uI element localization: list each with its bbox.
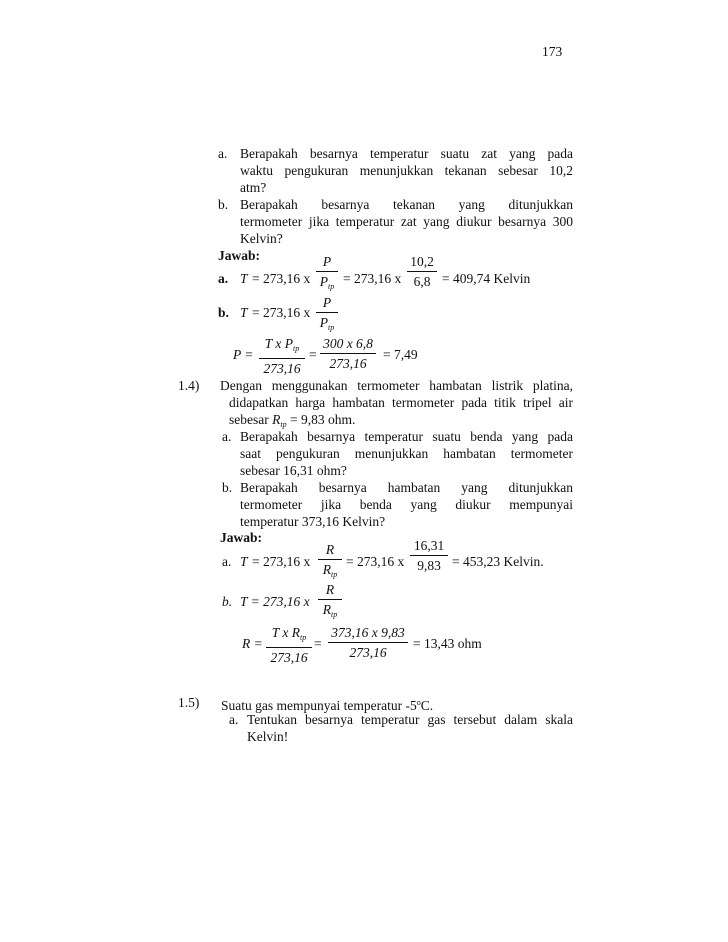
list-marker: a.	[229, 712, 239, 727]
text-line: didapatkan harga hambatan termometer pada titik tripel air	[229, 395, 573, 410]
equation-text: = 273,16 x	[343, 271, 402, 286]
fraction	[259, 335, 305, 377]
fraction	[316, 253, 338, 295]
equation-text: = 273,16 x	[252, 305, 311, 320]
equals-sign: =	[309, 347, 317, 362]
equals-sign: =	[314, 636, 322, 651]
text-segment: Suatu gas mempunyai temperatur -5	[221, 698, 417, 713]
text-line: Berapakah besarnya hambatan yang ditunjukkan	[240, 480, 573, 495]
fraction-bar	[328, 642, 408, 643]
answer-heading: Jawab:	[220, 530, 263, 545]
fraction	[407, 253, 437, 290]
degree-symbol: o	[416, 698, 421, 707]
numerator: 373,16 x 9,83	[331, 625, 405, 640]
numerator: P	[322, 295, 332, 310]
variable: R	[272, 412, 281, 427]
fraction	[320, 335, 376, 372]
fraction-bar	[316, 271, 338, 272]
denominator: 6,8	[413, 274, 431, 289]
text-line: Berapakah besarnya tekanan yang ditunjukkan	[240, 197, 573, 212]
text-line: termometer jika temperatur zat yang diukur besarnya 300	[240, 214, 573, 229]
text-line: Tentukan besarnya temperatur gas tersebut dalam skala	[247, 712, 573, 727]
equation-text: = 273,16 x	[346, 554, 405, 569]
fraction-bar	[316, 312, 338, 313]
subscript: tp	[331, 570, 338, 579]
answer-heading: Jawab:	[218, 248, 261, 263]
numerator: T x R	[271, 625, 301, 640]
fraction-bar	[318, 559, 342, 560]
page-number: 173	[542, 44, 563, 59]
text-segment: C.	[420, 698, 434, 713]
subscript: tp	[328, 323, 335, 332]
text-line: Berapakah besarnya temperatur suatu zat yang pada	[240, 146, 573, 161]
denominator: P	[319, 274, 328, 289]
list-marker: b.	[218, 197, 229, 212]
fraction-bar	[318, 599, 342, 600]
denominator: 273,16	[270, 650, 308, 665]
variable: T	[240, 271, 248, 286]
denominator: 273,16	[349, 645, 387, 660]
text-line: Kelvin?	[240, 231, 283, 246]
text-segment: = 9,83 ohm.	[289, 412, 356, 427]
denominator: P	[319, 315, 328, 330]
denominator: R	[322, 562, 331, 577]
equation-text: = 273,16 x	[252, 271, 311, 286]
equation-text: T = 273,16 x	[240, 594, 310, 609]
variable: R =	[242, 636, 263, 651]
list-marker: b.	[222, 480, 233, 495]
denominator: 9,83	[417, 558, 441, 573]
subscript: tp	[300, 633, 307, 642]
fraction-bar	[259, 358, 305, 359]
numerator: R	[325, 542, 335, 557]
text-line: sebesar 16,31 ohm?	[240, 463, 347, 478]
question-number: 1.4)	[178, 378, 200, 393]
equation-result: = 409,74 Kelvin	[442, 271, 531, 286]
fraction-bar	[320, 353, 376, 354]
fraction-bar	[407, 271, 437, 272]
fraction	[328, 624, 408, 661]
numerator: P	[322, 254, 332, 269]
denominator: 273,16	[329, 356, 367, 371]
list-marker: a.	[218, 271, 229, 286]
fraction-bar	[266, 647, 312, 648]
fraction-bar	[410, 555, 448, 556]
numerator: R	[325, 582, 335, 597]
text-line: Kelvin!	[247, 729, 289, 744]
fraction	[410, 537, 448, 574]
fraction	[316, 294, 338, 336]
question-number: 1.5)	[178, 695, 200, 710]
list-marker: a.	[222, 554, 232, 569]
subscript: tp	[331, 610, 338, 619]
text-line: atm?	[240, 180, 267, 195]
fraction	[266, 624, 312, 666]
list-marker: a.	[218, 146, 228, 161]
numerator: 10,2	[410, 254, 434, 269]
variable: T	[240, 554, 248, 569]
denominator: 273,16	[263, 361, 301, 376]
text-line: termometer jika benda yang diukur mempunyai	[240, 497, 573, 512]
text-line: saat pengukuran menunjukkan hambatan termometer	[240, 446, 573, 461]
subscript: tp	[328, 282, 335, 291]
variable: P =	[233, 347, 254, 362]
text-line: Berapakah besarnya temperatur suatu benda yang pada	[240, 429, 573, 444]
text-segment: sebesar	[229, 412, 269, 427]
variable: T	[240, 305, 248, 320]
numerator: T x P	[264, 336, 294, 351]
list-marker: b.	[222, 594, 233, 609]
equation-result: = 7,49	[383, 347, 418, 362]
text-line: waktu pengukuran menunjukkan tekanan sebesar 10,2	[240, 163, 573, 178]
subscript: tp	[280, 420, 287, 429]
equation-result: = 13,43 ohm	[413, 636, 482, 651]
numerator: 16,31	[413, 538, 445, 553]
fraction	[318, 581, 342, 623]
fraction	[318, 541, 342, 583]
equation-result: = 453,23 Kelvin.	[452, 554, 544, 569]
denominator: R	[322, 602, 331, 617]
text-line: Dengan menggunakan termometer hambatan listrik platina,	[220, 378, 573, 393]
numerator: 300 x 6,8	[323, 336, 373, 351]
text-line: temperatur 373,16 Kelvin?	[240, 514, 386, 529]
list-marker: b.	[218, 305, 229, 320]
list-marker: a.	[222, 429, 232, 444]
equation-text: = 273,16 x	[252, 554, 311, 569]
subscript: tp	[293, 344, 300, 353]
